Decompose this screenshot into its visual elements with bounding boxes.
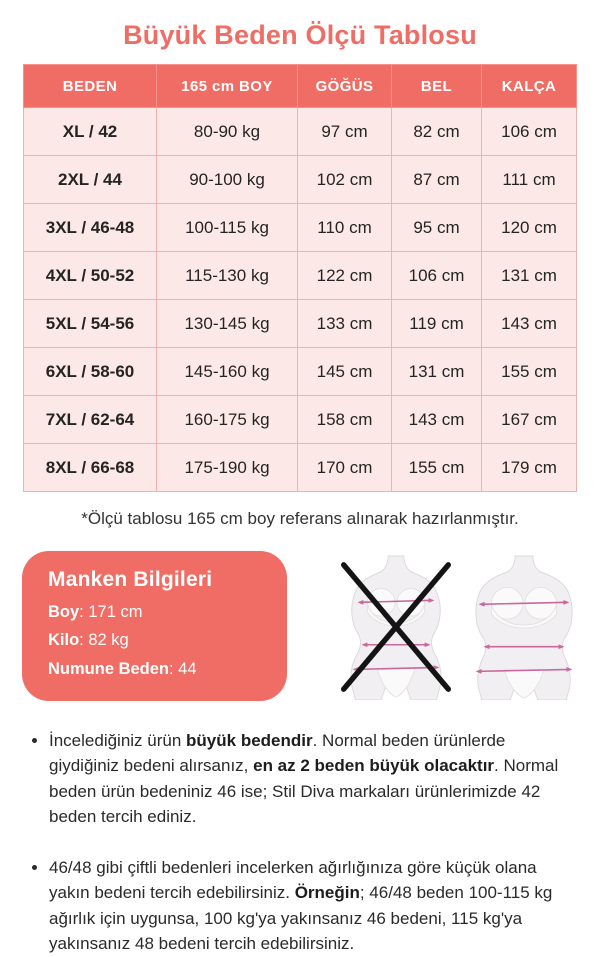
table-row (24, 108, 577, 156)
model-info-line: Numune Beden: 44 (48, 659, 197, 678)
column-header: KALÇA (482, 65, 577, 108)
model-info-card (22, 551, 287, 701)
size-label-cell: 2XL / 44 (24, 156, 157, 204)
table-row (24, 396, 577, 444)
table-row (24, 444, 577, 492)
model-info-line: Kilo: 82 kg (48, 631, 129, 650)
column-header: GÖĞÜS (298, 65, 392, 108)
plus-body-icon (464, 552, 584, 700)
size-table (23, 64, 577, 492)
model-info-line: Boy: 171 cm (48, 603, 143, 621)
measurement-cell: 106 cm (392, 252, 482, 300)
measurement-cell: 179 cm (482, 444, 577, 492)
measurement-cell: 82 cm (392, 108, 482, 156)
table-row (24, 348, 577, 396)
measurement-cell: 145 cm (298, 348, 392, 396)
measurement-cell: 143 cm (482, 300, 577, 348)
measurement-cell: 95 cm (392, 204, 482, 252)
size-table-header-row (24, 65, 577, 108)
measurement-cell: 100-115 kg (157, 204, 298, 252)
measurement-cell: 160-175 kg (157, 396, 298, 444)
measurement-cell: 145-160 kg (157, 348, 298, 396)
measurement-cell: 167 cm (482, 396, 577, 444)
size-label-cell: 6XL / 58-60 (24, 348, 157, 396)
measurement-cell: 155 cm (392, 444, 482, 492)
size-label-cell: XL / 42 (24, 108, 157, 156)
table-row (24, 252, 577, 300)
size-label-cell: 3XL / 46-48 (24, 204, 157, 252)
note-item: • İncelediğiniz ürün büyük bedendir. Normal beden ürünlerde giydiğiniz bedeni alırsanız, en az 2 beden büyük olacaktır. Normal beden ürün bedeniniz 46 ise; Stil Diva markaları ürünlerimizde 42 beden tercih ediniz. (49, 728, 572, 830)
column-header: BEL (392, 65, 482, 108)
table-row (24, 300, 577, 348)
measurement-cell: 143 cm (392, 396, 482, 444)
measurement-cell: 131 cm (482, 252, 577, 300)
measurement-cell: 130-145 kg (157, 300, 298, 348)
measurement-cell: 90-100 kg (157, 156, 298, 204)
page-title: Büyük Beden Ölçü Tablosu (123, 20, 477, 50)
measurement-cell: 110 cm (298, 204, 392, 252)
table-row (24, 156, 577, 204)
model-info-title: Manken Bilgileri (48, 568, 213, 591)
measurement-cell: 120 cm (482, 204, 577, 252)
size-label-cell: 4XL / 50-52 (24, 252, 157, 300)
model-info-lines (48, 601, 261, 680)
measurement-cell: 87 cm (392, 156, 482, 204)
size-table-body (24, 108, 577, 492)
plus-figure (464, 552, 584, 700)
slim-body-icon (336, 552, 456, 700)
slim-figure-crossed (336, 552, 456, 700)
column-header: 165 cm BOY (157, 65, 298, 108)
body-figures (336, 552, 584, 700)
measurement-cell: 119 cm (392, 300, 482, 348)
column-header: BEDEN (24, 65, 157, 108)
size-label-cell: 8XL / 66-68 (24, 444, 157, 492)
measurement-cell: 80-90 kg (157, 108, 298, 156)
measurement-cell: 106 cm (482, 108, 577, 156)
measurement-cell: 175-190 kg (157, 444, 298, 492)
measurement-cell: 102 cm (298, 156, 392, 204)
table-row (24, 204, 577, 252)
model-info-section (0, 551, 600, 701)
size-label-cell: 7XL / 62-64 (24, 396, 157, 444)
measurement-cell: 122 cm (298, 252, 392, 300)
measurement-cell: 158 cm (298, 396, 392, 444)
measurement-cell: 97 cm (298, 108, 392, 156)
measurement-cell: 115-130 kg (157, 252, 298, 300)
table-footnote: *Ölçü tablosu 165 cm boy referans alınarak hazırlanmıştır. (81, 509, 519, 528)
size-label-cell: 5XL / 54-56 (24, 300, 157, 348)
measurement-cell: 111 cm (482, 156, 577, 204)
note-item: • 46/48 gibi çiftli bedenleri incelerken ağırlığınıza göre küçük olana yakın bedeni tercih edebilirsiniz. Örneğin; 46/48 beden 100-115 kg ağırlık için uygunsa, 100 kg'ya yakınsanız 46 bedeni, 115 kg'ya yakınsanız 48 bedeni tercih edebilirsiniz. (49, 855, 572, 957)
measurement-cell: 170 cm (298, 444, 392, 492)
measurement-cell: 133 cm (298, 300, 392, 348)
measurement-cell: 155 cm (482, 348, 577, 396)
notes-list (32, 728, 572, 957)
measurement-cell: 131 cm (392, 348, 482, 396)
